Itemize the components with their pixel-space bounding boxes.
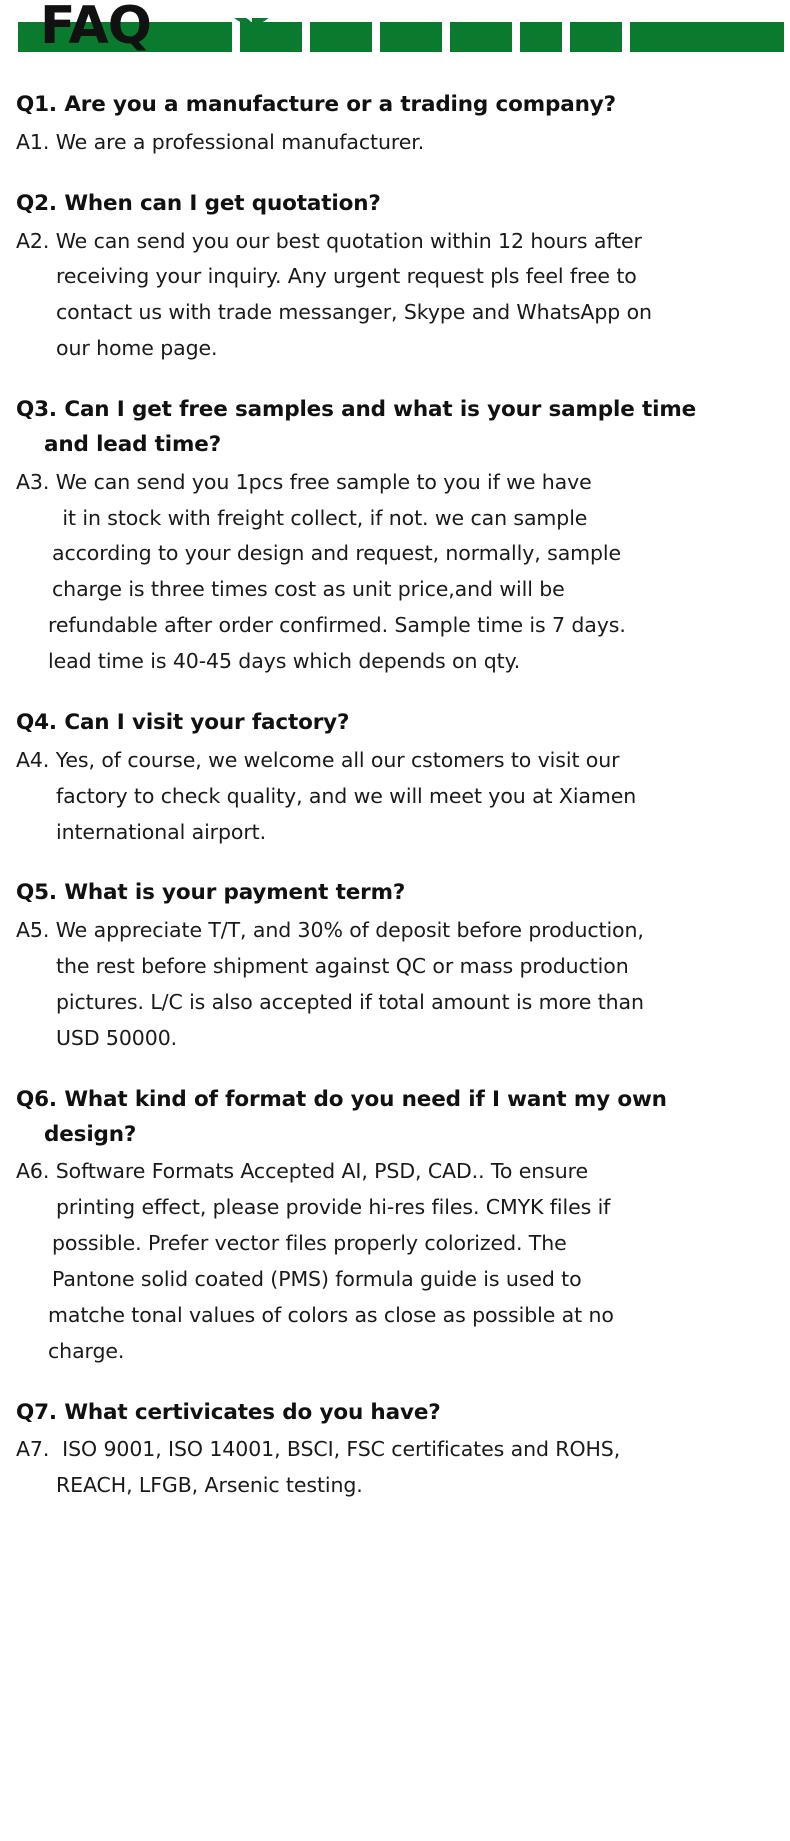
faq-question-label: Q3. bbox=[16, 397, 57, 423]
faq-question-label: Q1. bbox=[16, 92, 57, 117]
faq-answer-text: We are a professional manufacturer. bbox=[55, 129, 425, 154]
faq-question-label: Q4. bbox=[16, 709, 57, 735]
faq-answer-label: A2. bbox=[16, 228, 50, 253]
faq-item bbox=[16, 876, 772, 1056]
faq-question bbox=[16, 187, 772, 222]
faq-answer-line: possible. Prefer vector files properly colorized. The bbox=[52, 1231, 567, 1256]
faq-item bbox=[16, 393, 772, 680]
faq-question-label: Q6. bbox=[16, 1086, 57, 1112]
faq-answer-line: charge is three times cost as unit price,and will be bbox=[52, 577, 565, 602]
faq-answer-line bbox=[16, 1432, 772, 1468]
faq-answer-line bbox=[16, 465, 772, 501]
faq-answer-line: printing effect, please provide hi-res files. CMYK files if bbox=[56, 1195, 611, 1220]
faq-answer-line bbox=[16, 125, 772, 161]
faq-question-text: What is your payment term? bbox=[64, 880, 406, 906]
faq-question bbox=[16, 876, 772, 911]
faq-banner bbox=[8, 0, 782, 70]
faq-question-text: What kind of format do you need if I want my own bbox=[64, 1086, 667, 1112]
faq-answer-text: Software Formats Accepted AI, PSD, CAD.. To ensure bbox=[55, 1159, 588, 1184]
faq-answer-label: A7. bbox=[16, 1437, 50, 1462]
faq-answer-line: Pantone solid coated (PMS) formula guide is used to bbox=[52, 1267, 582, 1291]
faq-answer bbox=[16, 743, 772, 851]
faq-answer-line: lead time is 40-45 days which depends on qty. bbox=[48, 649, 521, 674]
faq-answer bbox=[16, 465, 772, 680]
faq-answer-label: A3. bbox=[16, 469, 50, 494]
faq-answer bbox=[16, 1154, 772, 1369]
faq-answer-text: We can send you 1pcs free sample to you if we have bbox=[55, 469, 592, 494]
faq-answer-line: it in stock with freight collect, if not. we can sample bbox=[56, 505, 588, 530]
faq-answer-line: refundable after order confirmed. Sample time is 7 days. bbox=[48, 613, 626, 638]
faq-answer-line bbox=[16, 743, 772, 779]
faq-answer-line: REACH, LFGB, Arsenic testing. bbox=[56, 1473, 363, 1498]
faq-question-text: Can I visit your factory? bbox=[64, 709, 350, 735]
faq-question-text: Can I get free samples and what is your sample time bbox=[64, 397, 697, 423]
faq-answer-text: We appreciate T/T, and 30% of deposit before production, bbox=[55, 918, 644, 943]
faq-answer bbox=[16, 224, 772, 368]
faq-answer-line bbox=[16, 913, 772, 949]
faq-question-label: Q5. bbox=[16, 880, 57, 906]
faq-question-text: When can I get quotation? bbox=[64, 190, 381, 216]
faq-question bbox=[16, 1396, 772, 1431]
faq-answer-line bbox=[16, 1154, 772, 1190]
faq-question bbox=[16, 88, 772, 123]
faq-question bbox=[16, 393, 772, 463]
faq-answer-text: ISO 9001, ISO 14001, BSCI, FSC certificates and ROHS, bbox=[55, 1437, 621, 1462]
faq-answer bbox=[16, 1432, 772, 1504]
faq-question-label: Q7. bbox=[16, 1399, 57, 1425]
faq-item bbox=[16, 706, 772, 850]
faq-question-label: Q2. bbox=[16, 190, 57, 216]
faq-answer-line: pictures. L/C is also accepted if total amount is more than bbox=[56, 989, 644, 1014]
faq-item bbox=[16, 1396, 772, 1505]
faq-item bbox=[16, 88, 772, 161]
faq-answer-label: A4. bbox=[16, 747, 50, 772]
faq-answer-line: according to your design and request, normally, sample bbox=[52, 541, 622, 566]
faq-answer-text: Yes, of course, we welcome all our cstomers to visit our bbox=[55, 747, 620, 772]
faq-answer bbox=[16, 125, 772, 161]
faq-question-text: Are you a manufacture or a trading company? bbox=[64, 92, 616, 117]
faq-answer-line: the rest before shipment against QC or mass production bbox=[56, 954, 629, 979]
faq-answer-label: A6. bbox=[16, 1159, 50, 1184]
faq-item bbox=[16, 187, 772, 367]
faq-answer-line: USD 50000. bbox=[56, 1025, 178, 1050]
faq-answer-line: our home page. bbox=[56, 336, 218, 361]
faq-answer-line: factory to check quality, and we will meet you at Xiamen bbox=[56, 783, 637, 808]
faq-answer-line: matche tonal values of colors as close as possible at no bbox=[48, 1302, 614, 1327]
faq-answer bbox=[16, 913, 772, 1057]
faq-question-text-cont: and lead time? bbox=[44, 431, 222, 457]
faq-answer-line: contact us with trade messanger, Skype and WhatsApp on bbox=[56, 300, 652, 325]
faq-list bbox=[8, 88, 782, 1504]
faq-answer-line: international airport. bbox=[56, 819, 267, 844]
faq-question bbox=[16, 1083, 772, 1153]
faq-item bbox=[16, 1083, 772, 1370]
faq-answer-line bbox=[16, 224, 772, 260]
faq-question bbox=[16, 706, 772, 741]
faq-answer-label: A5. bbox=[16, 918, 50, 943]
page-title: FAQ bbox=[40, 0, 152, 56]
faq-answer-line: receiving your inquiry. Any urgent request pls feel free to bbox=[56, 264, 637, 289]
faq-answer-line: charge. bbox=[48, 1338, 125, 1363]
faq-answer-text: We can send you our best quotation within 12 hours after bbox=[55, 228, 642, 253]
faq-answer-label: A1. bbox=[16, 129, 50, 154]
faq-question-text: What certivicates do you have? bbox=[64, 1399, 441, 1425]
faq-question-text-cont: design? bbox=[44, 1121, 137, 1147]
